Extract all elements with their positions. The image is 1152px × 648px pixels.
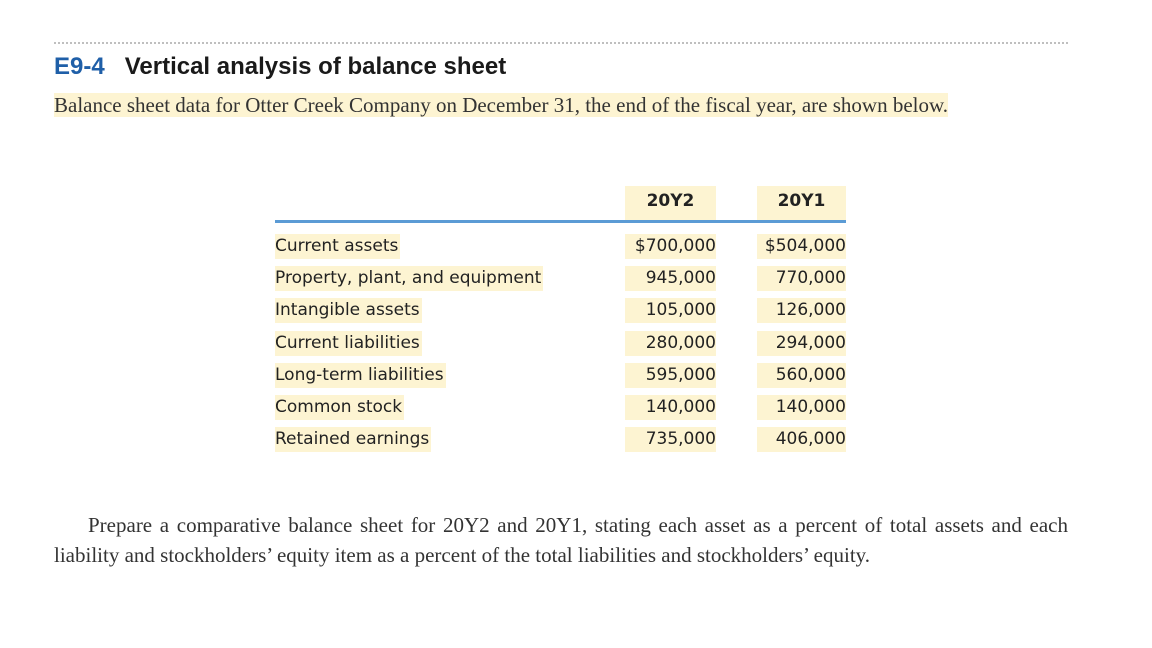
header-rule [275,220,846,223]
table-row [275,328,846,360]
exercise-heading [54,53,506,81]
instructions-paragraph [54,510,1068,570]
value-20y2: 105,000 [625,298,716,323]
row-label: Common stock [275,395,404,420]
exercise-number: E9-4 [54,53,105,80]
value-20y1: 406,000 [757,427,846,452]
table-row [275,392,846,424]
column-header-20y2: 20Y2 [625,186,716,220]
intro-text: Balance sheet data for Otter Creek Company on December 31, the end of the fiscal year, are shown below. [54,93,949,117]
intro-paragraph [54,91,1068,119]
top-divider [54,42,1068,44]
value-20y1: 140,000 [757,395,846,420]
column-header-20y1: 20Y1 [757,186,846,220]
value-20y2: $700,000 [625,234,716,259]
value-20y2: 595,000 [625,363,716,388]
table-row [275,231,846,263]
value-20y1: 294,000 [757,331,846,356]
instructions-text: Prepare a comparative balance sheet for 20Y2 and 20Y1, stating each asset as a percent of total assets and each liability and stockholders’ equity item as a percent of the total liabilities and stockholders’ equity. [54,513,1068,567]
row-label: Current assets [275,234,400,259]
row-label: Intangible assets [275,298,422,323]
table-row [275,424,846,456]
table-row [275,295,846,327]
row-label: Current liabilities [275,331,422,356]
balance-sheet-table [275,186,846,456]
row-label: Retained earnings [275,427,431,452]
value-20y1: 770,000 [757,266,846,291]
table-row [275,360,846,392]
value-20y1: 560,000 [757,363,846,388]
table-row [275,263,846,295]
row-label: Long-term liabilities [275,363,446,388]
value-20y2: 280,000 [625,331,716,356]
value-20y2: 945,000 [625,266,716,291]
value-20y1: 126,000 [757,298,846,323]
value-20y2: 735,000 [625,427,716,452]
row-label: Property, plant, and equipment [275,266,543,291]
exercise-title: Vertical analysis of balance sheet [124,53,507,80]
table-header [275,186,846,221]
value-20y2: 140,000 [625,395,716,420]
value-20y1: $504,000 [757,234,846,259]
